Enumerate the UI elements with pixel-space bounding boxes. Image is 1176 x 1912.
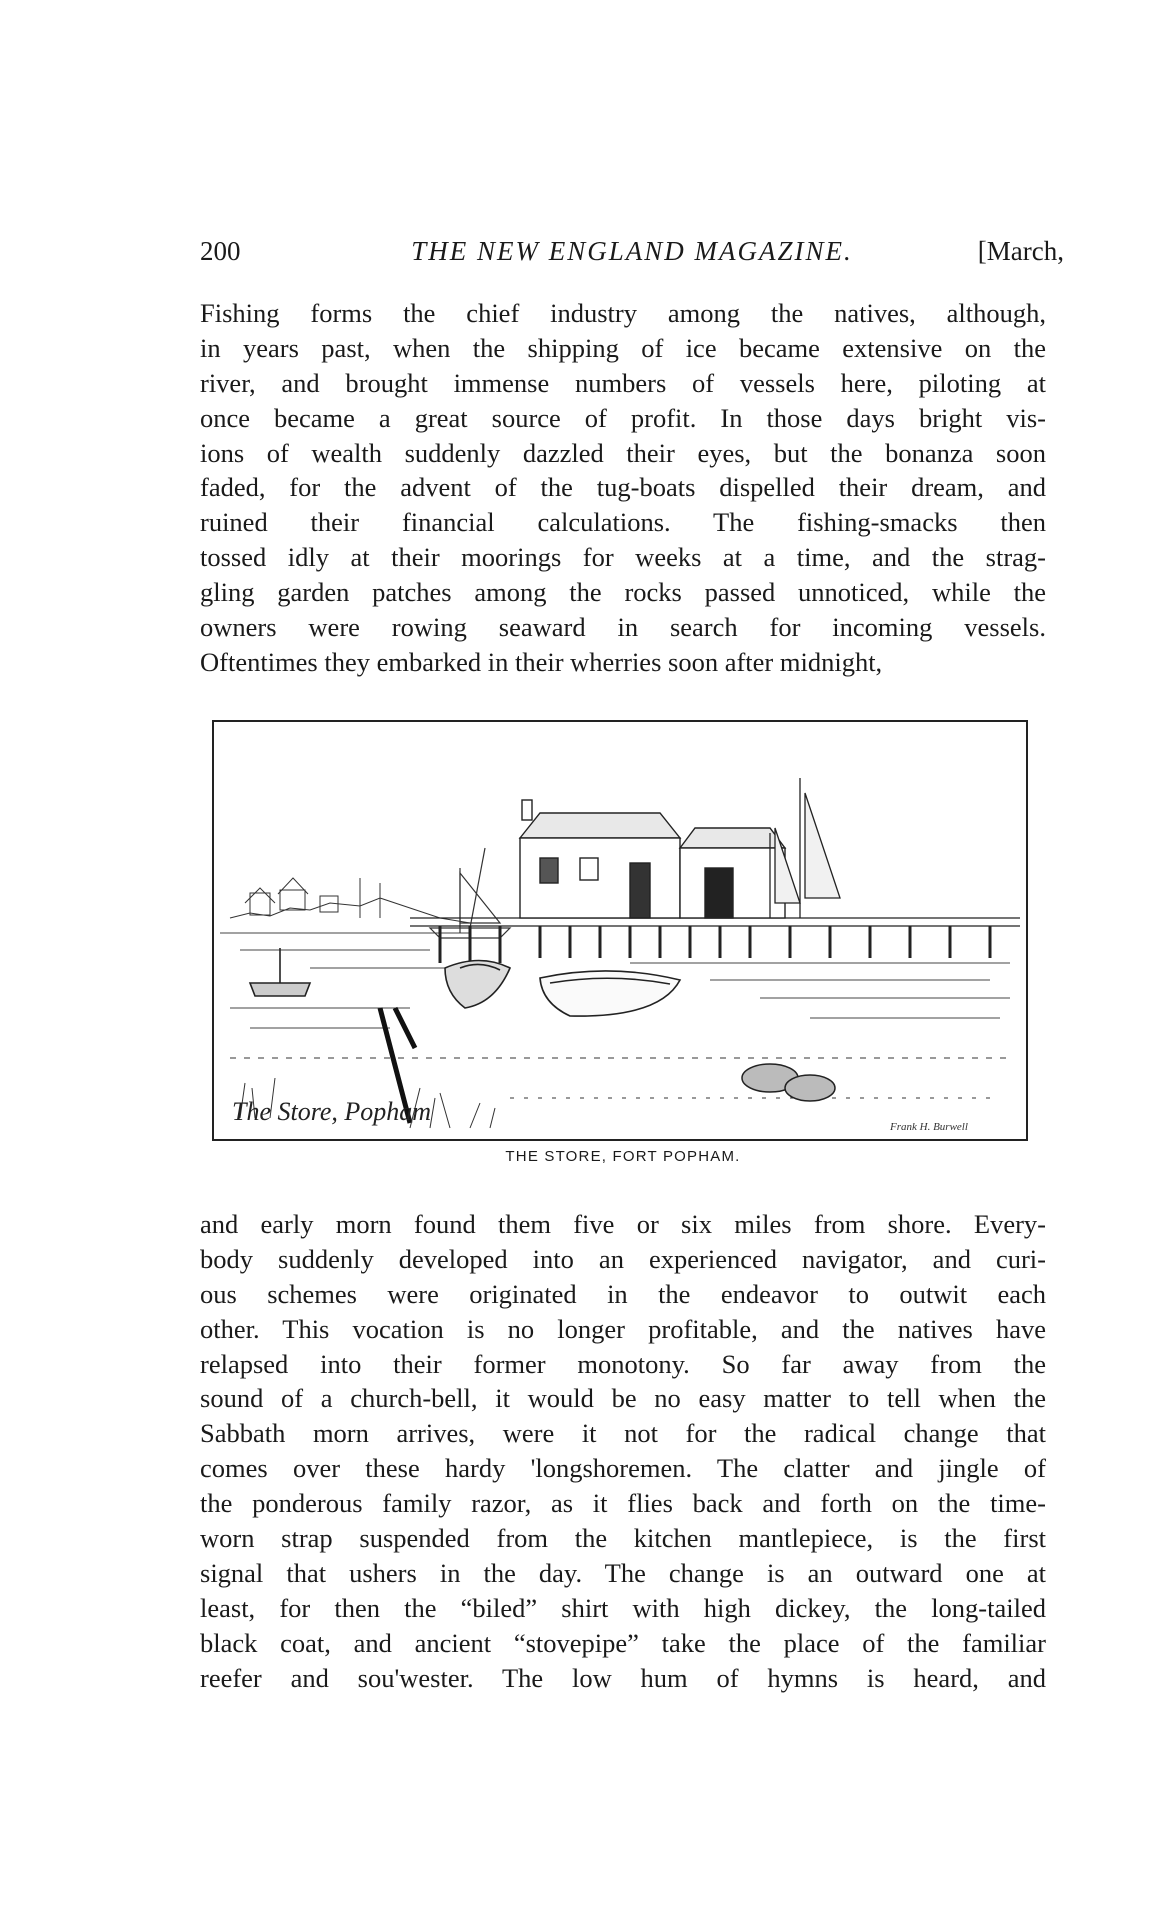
text-line: gling garden patches among the rocks passed unnoticed, while the [200,577,1046,608]
lobster-pots [742,1064,835,1101]
text-line: river, and brought immense numbers of vessels here, piloting at [200,367,1046,398]
illustration-caption: THE STORE, FORT POPHAM. [505,1148,741,1165]
text-line: faded, for the advent of the tug-boats dispelled their dream, and [200,472,1046,503]
text-line: sound of a church-bell, it would be no easy matter to tell when the [200,1383,1046,1414]
store-fort-popham-illustration [210,718,1030,1143]
illustration-frame [213,721,1027,1140]
rowboats [250,948,680,1016]
text-line: black coat, and ancient “stovepipe” take the place of the familiar [200,1627,1046,1658]
text-line: in years past, when the shipping of ice became extensive on the [200,332,1046,363]
text-line: Sabbath morn arrives, were it not for the radical change that [200,1418,1046,1449]
text-line: Fishing forms the chief industry among the natives, although, [200,298,1046,328]
text-line: the ponderous family razor, as it flies back and forth on the time- [200,1488,1046,1519]
sailboat-small [430,848,510,938]
text-line: signal that ushers in the day. The change is an outward one at [200,1557,1046,1588]
text-line: and early morn found them five or six miles from shore. Every- [200,1209,1046,1239]
paragraph-2 [200,1207,1046,1695]
text-line: tossed idly at their moorings for weeks at a time, and the strag- [200,542,1046,573]
text-line: owners were rowing seaward in search for incoming vessels. [200,612,1046,643]
text-line: relapsed into their former monotony. So far away from the [200,1348,1046,1379]
issue-month: [March, [977,236,1064,266]
text-line: once became a great source of profit. In those days bright vis- [200,402,1046,433]
running-header [200,236,1064,276]
text-line: worn strap suspended from the kitchen mantlepiece, is the first [200,1523,1046,1554]
text-line: ruined their financial calculations. The fishing-smacks then [200,507,1046,538]
text-line: other. This vocation is no longer profitable, and the natives have [200,1313,1046,1344]
text-line: least, for then the “biled” shirt with high dickey, the long-tailed [200,1592,1046,1623]
distant-town [230,878,470,923]
page-number: 200 [200,236,241,266]
paragraph-1 [200,296,1046,680]
artist-signature: Frank H. Burwell [890,1121,968,1133]
wharf [410,918,1020,963]
text-line: ions of wealth suddenly dazzled their eyes, but the bonanza soon [200,437,1046,468]
magazine-title: THE NEW ENGLAND MAGAZINE. [411,236,853,266]
text-line: Oftentimes they embarked in their wherries soon after midnight, [200,646,883,677]
schooner [770,778,840,918]
text-line: comes over these hardy 'longshoremen. The clatter and jingle of [200,1453,1046,1484]
text-line: body suddenly developed into an experienced navigator, and curi- [200,1243,1046,1274]
text-line: ous schemes were originated in the endeavor to outwit each [200,1278,1046,1309]
store-building [520,800,785,918]
text-line: reefer and sou'wester. The low hum of hymns is heard, and [200,1662,1046,1693]
illustration-signature: The Store, Popham [232,1097,432,1126]
